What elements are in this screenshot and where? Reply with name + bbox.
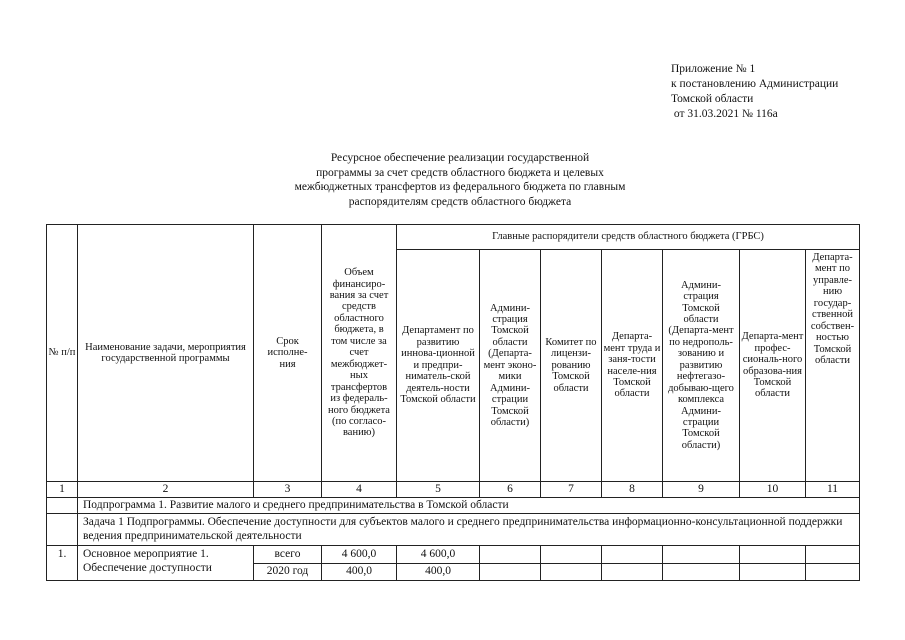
empty-cell <box>806 564 860 581</box>
col-number: 3 <box>254 482 322 498</box>
appendix-line: Томской области <box>671 93 754 105</box>
term-cell: всего <box>254 546 322 564</box>
activity-num: 1. <box>47 546 78 581</box>
volume-cell: 400,0 <box>322 564 397 581</box>
header-grbs-col: Админи-страция Томской области (Департа-мент по недрополь-зованию и развитию нефтегазо-добываю-щего комплекса Админи-страции Томской области) <box>663 250 740 482</box>
header-name: Наименование задачи, мероприятия государственной программы <box>78 225 254 482</box>
title-line: Ресурсное обеспечение реализации государственной <box>330 152 590 164</box>
empty-cell <box>541 546 602 564</box>
col-number: 7 <box>541 482 602 498</box>
grbs-value-cell: 4 600,0 <box>397 546 480 564</box>
empty-cell <box>602 564 663 581</box>
appendix-line: от 31.03.2021 № 116а <box>671 108 778 120</box>
header-grbs-col: Департа-мент профес-сиональ-ного образова-ния Томской области <box>740 250 806 482</box>
empty-cell <box>740 546 806 564</box>
empty-cell <box>740 564 806 581</box>
empty-cell <box>602 546 663 564</box>
empty-cell <box>806 546 860 564</box>
col-number: 5 <box>397 482 480 498</box>
volume-cell: 4 600,0 <box>322 546 397 564</box>
appendix-line: к постановлению Администрации <box>671 78 839 90</box>
empty-cell <box>663 564 740 581</box>
empty-cell <box>480 564 541 581</box>
col-number: 8 <box>602 482 663 498</box>
activity-name: Основное мероприятие 1. Обеспечение доступности <box>78 546 254 581</box>
title-line: распорядителям средств областного бюджета <box>348 195 572 208</box>
col-number: 9 <box>663 482 740 498</box>
col-number: 6 <box>480 482 541 498</box>
appendix-line: Приложение № 1 <box>671 63 756 75</box>
term-cell: 2020 год <box>254 564 322 581</box>
empty-cell <box>663 546 740 564</box>
title-line: межбюджетных трансфертов из федерального бюджета по главным <box>294 181 626 194</box>
task-row: Задача 1 Подпрограммы. Обеспечение доступности для субъектов малого и среднего предпринимательства информационно-консультационной поддержки ведения предпринимательской деятельности <box>78 514 860 546</box>
header-volume: Объем финансиро-вания за счет средств областного бюджета, в том числе за счет межбюджет-ных трансфертов из федераль-ного бюджета (по согласо-ванию) <box>322 225 397 482</box>
subprogram-row: Подпрограмма 1. Развитие малого и среднего предпринимательства в Томской области <box>78 498 860 514</box>
empty-cell <box>480 546 541 564</box>
col-number: 10 <box>740 482 806 498</box>
header-term: Срок исполне-ния <box>254 225 322 482</box>
col-number: 2 <box>78 482 254 498</box>
col-number: 4 <box>322 482 397 498</box>
grbs-value-cell: 400,0 <box>397 564 480 581</box>
header-num: № п/п <box>47 225 78 482</box>
header-grbs-col: Департа-мент труда и заня-тости населе-ния Томской области <box>602 250 663 482</box>
empty-cell <box>47 498 78 514</box>
header-grbs: Главные распорядители средств областного бюджета (ГРБС) <box>397 225 860 250</box>
empty-cell <box>47 514 78 546</box>
resource-table <box>46 224 860 581</box>
header-grbs-col: Департамент по развитию иннова-ционной и предпри-ниматель-ской деятель-ности Томской области <box>397 250 480 482</box>
col-number: 11 <box>806 482 860 498</box>
header-grbs-col: Департа-мент по управле-нию государ-ственной собствен-ностью Томской области <box>806 250 860 482</box>
title-line: программы за счет средств областного бюджета и целевых <box>316 166 604 179</box>
document-title <box>230 151 690 209</box>
col-number: 1 <box>47 482 78 498</box>
header-grbs-col: Админи-страция Томской области (Департа-мент эконо-мики Админи-страции Томской области) <box>480 250 541 482</box>
header-grbs-col: Комитет по лицензи-рованию Томской области <box>541 250 602 482</box>
appendix-block <box>671 62 838 122</box>
empty-cell <box>541 564 602 581</box>
